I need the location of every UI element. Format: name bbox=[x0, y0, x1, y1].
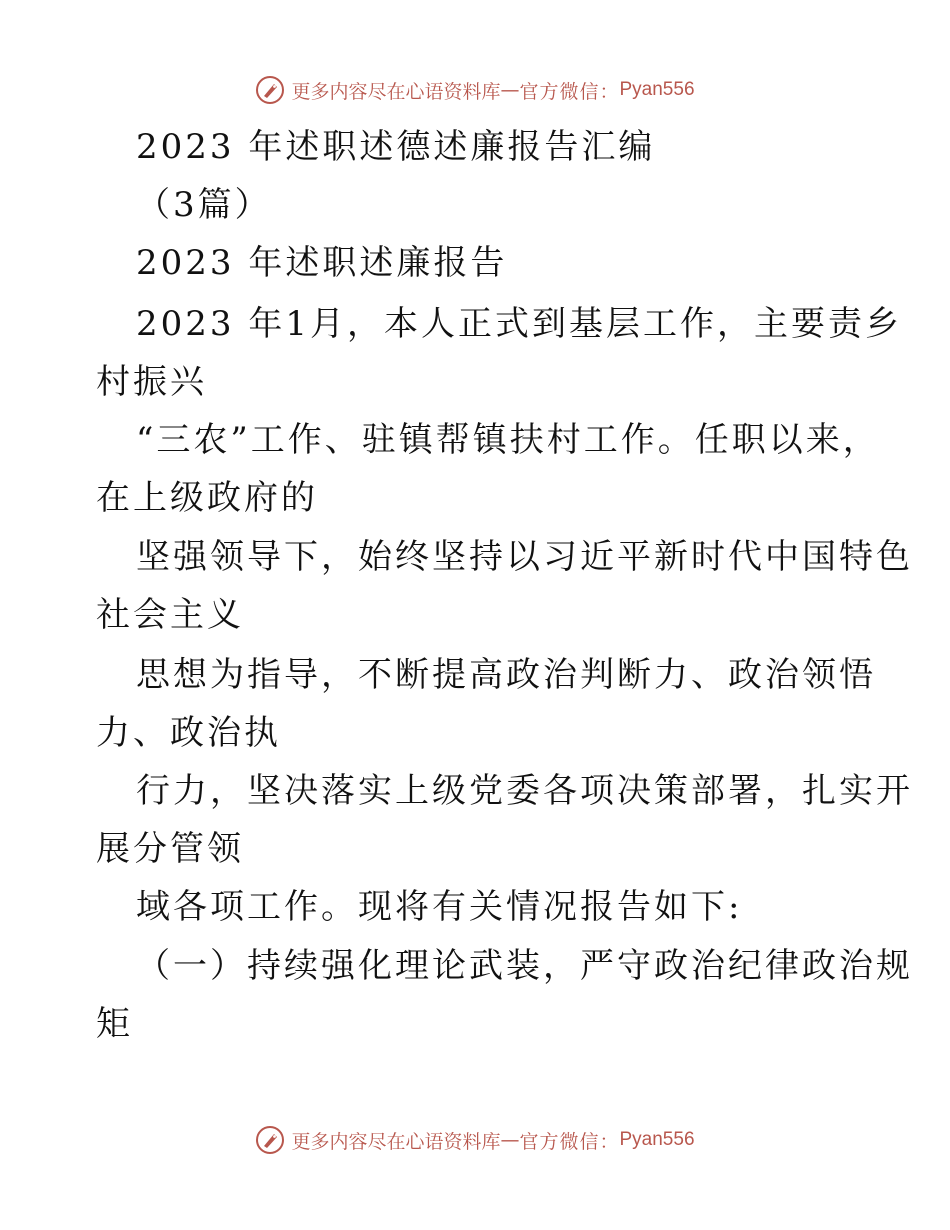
paragraph-line: 力、政治执 bbox=[96, 713, 281, 753]
watermark-wechat-label: 官方微信： bbox=[519, 1130, 620, 1153]
paragraph-line: 行力，坚决落实上级党委各项决策部署，扎实开 bbox=[136, 771, 913, 811]
paragraph-line: 2023 年1月，本人正式到基层工作，主要责乡 bbox=[136, 304, 902, 344]
paragraph-line: 在上级政府的 bbox=[96, 478, 318, 518]
subsection-heading: （一）持续强化理论武装，严守政治纪律政治规 bbox=[136, 946, 913, 986]
watermark-wechat-id: Pyan556 bbox=[619, 79, 695, 100]
document-title: 2023 年述职述德述廉报告汇编 bbox=[136, 127, 656, 167]
paragraph-line: 思想为指导，不断提高政治判断力、政治领悟 bbox=[136, 655, 876, 695]
header-watermark bbox=[0, 72, 950, 108]
subsection-heading-continued: 矩 bbox=[96, 1004, 133, 1044]
watermark-dash: — bbox=[500, 1129, 520, 1151]
watermark-text: 更多内容尽在心语资料库 bbox=[291, 80, 501, 103]
watermark-text: 更多内容尽在心语资料库 bbox=[291, 1130, 501, 1153]
paragraph-line: 展分管领 bbox=[96, 829, 244, 869]
section-heading: 2023 年述职述廉报告 bbox=[136, 243, 508, 283]
watermark-wechat-id: Pyan556 bbox=[619, 1129, 695, 1150]
paragraph-line: “三农”工作、驻镇帮镇扶村工作。任职以来， bbox=[136, 420, 880, 460]
paragraph-line: 域各项工作。现将有关情况报告如下: bbox=[136, 887, 743, 927]
document-subtitle: （3篇） bbox=[136, 185, 272, 225]
watermark-dash: — bbox=[500, 79, 520, 101]
paragraph-line: 坚强领导下，始终坚持以习近平新时代中国特色 bbox=[136, 537, 913, 577]
paragraph-line: 社会主义 bbox=[96, 595, 244, 635]
watermark-wechat-label: 官方微信： bbox=[519, 80, 620, 103]
footer-watermark bbox=[0, 1122, 950, 1158]
pen-nib-logo-icon bbox=[255, 75, 285, 105]
paragraph-line: 村振兴 bbox=[96, 362, 207, 402]
pen-nib-logo-icon bbox=[255, 1125, 285, 1155]
